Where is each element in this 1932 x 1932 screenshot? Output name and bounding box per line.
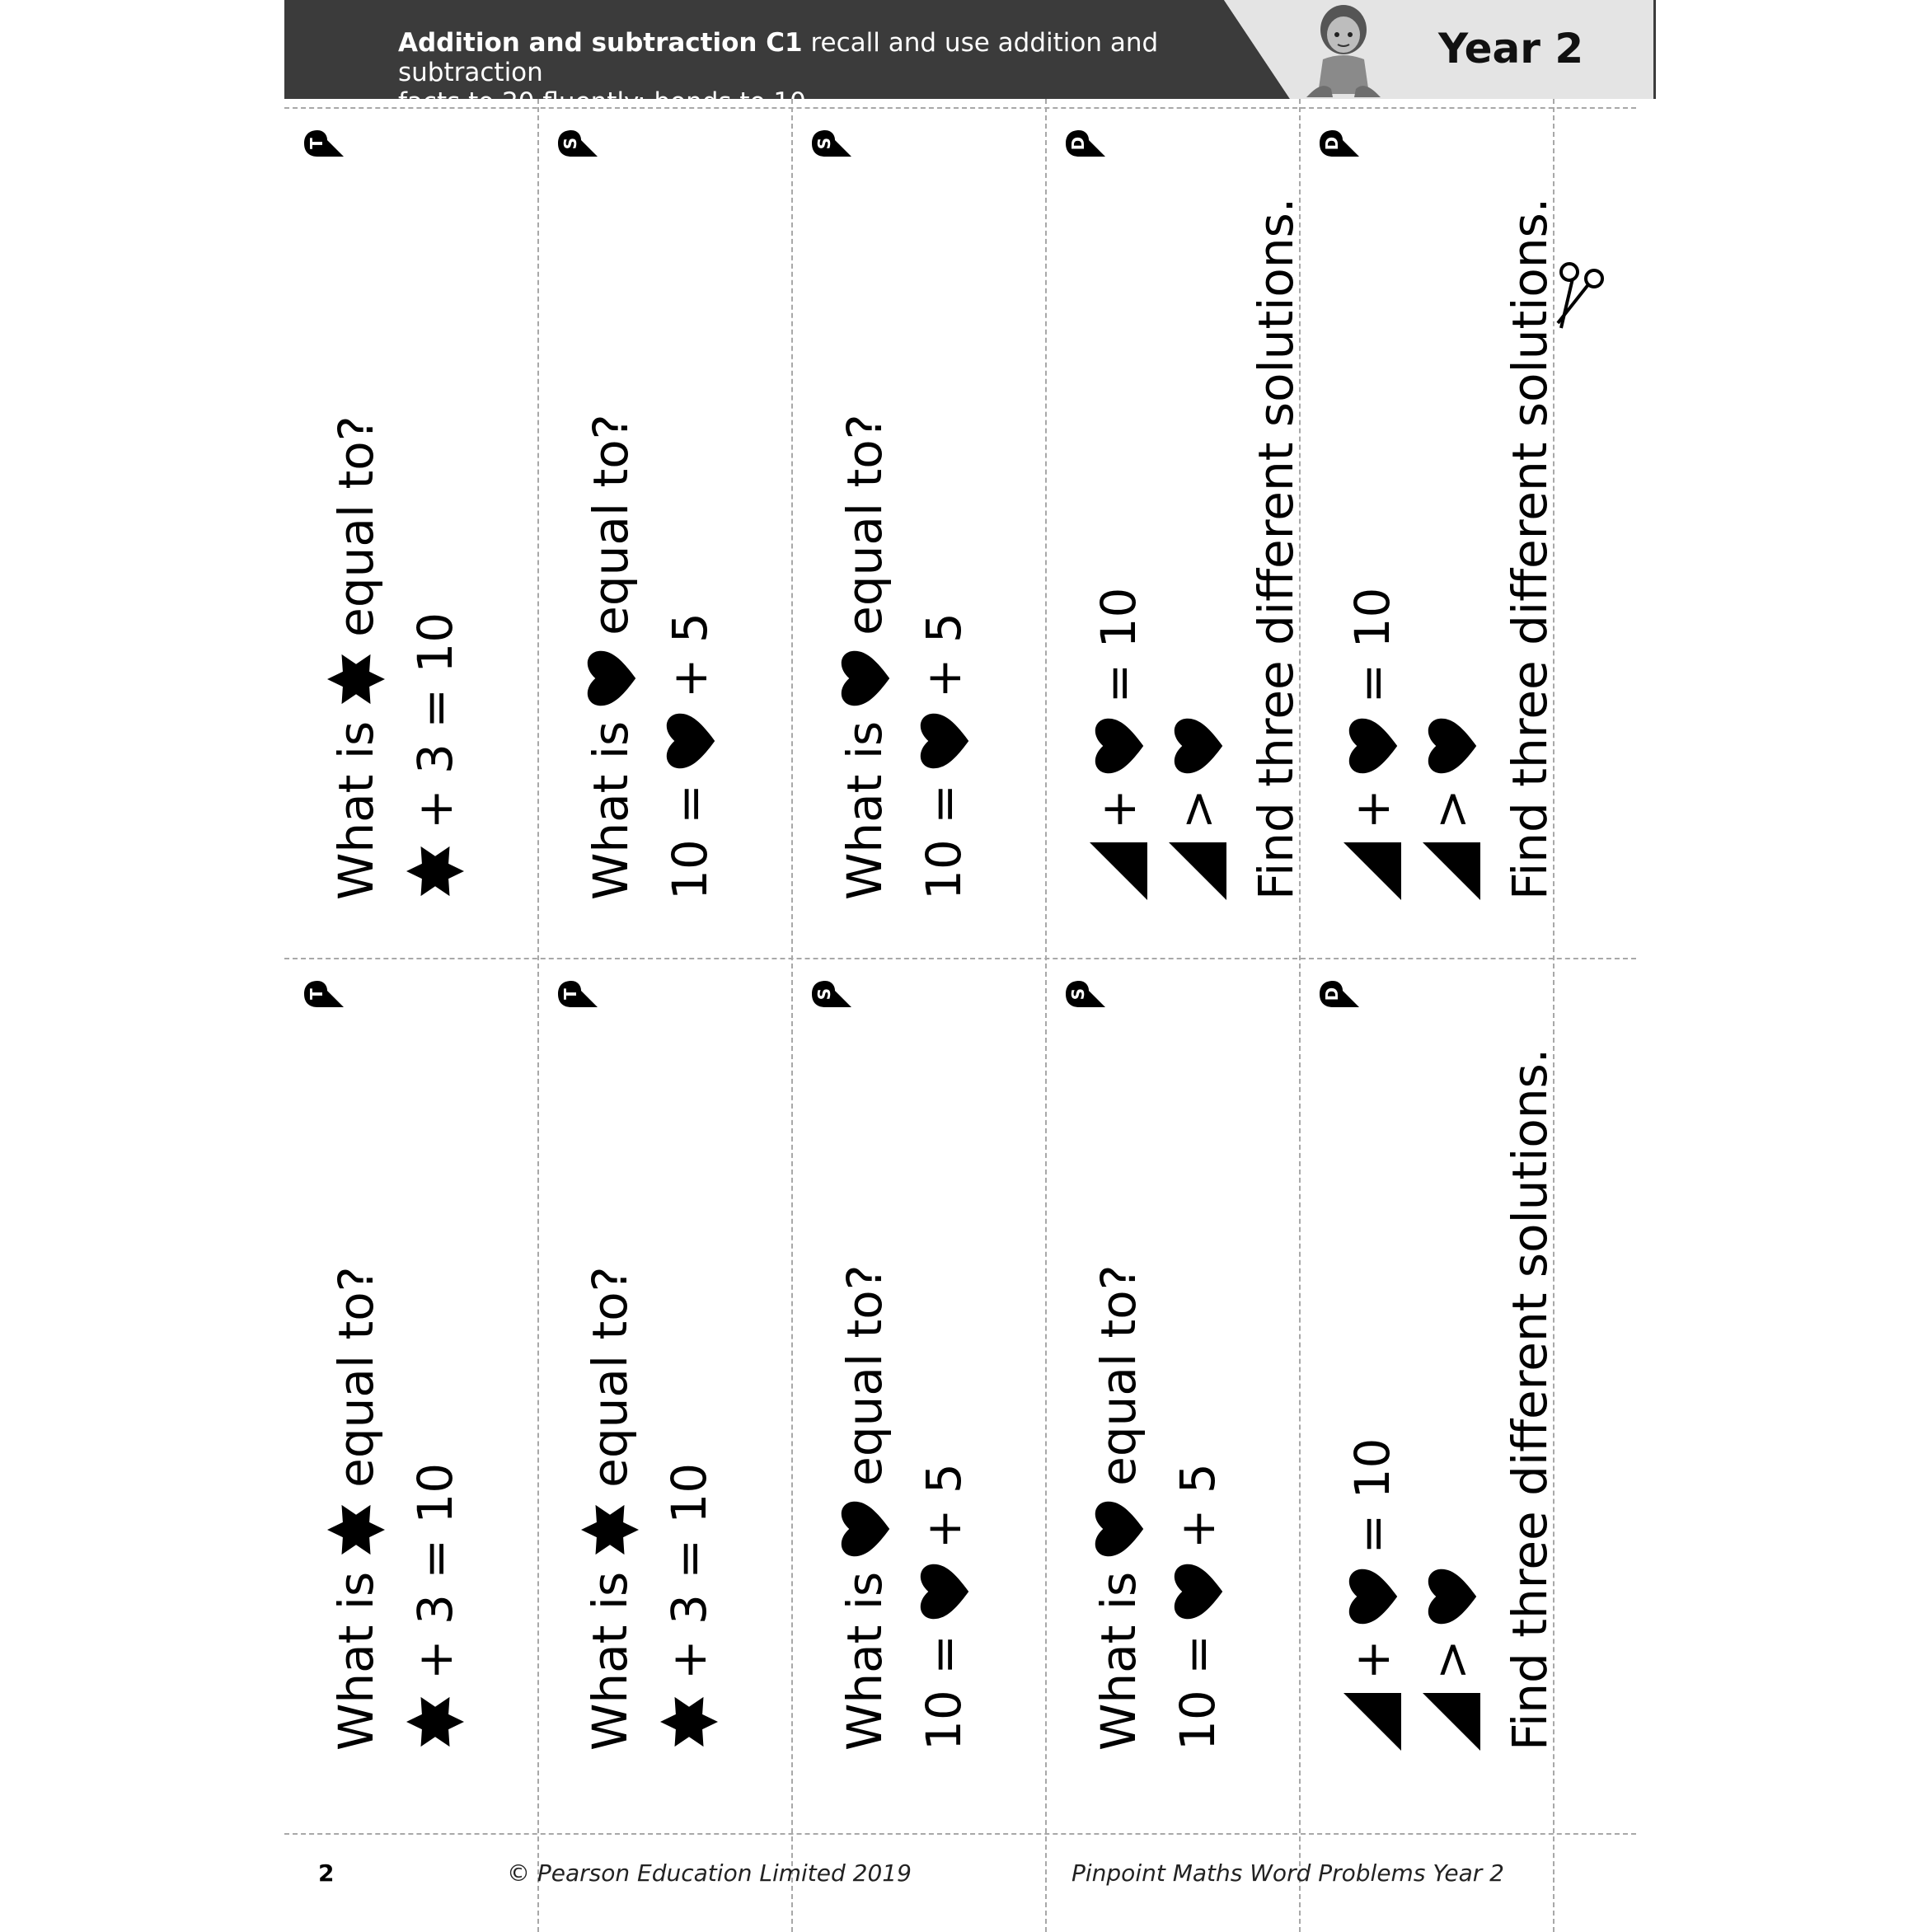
equation-text: + 3 = 10: [407, 612, 463, 829]
instruction-text: Find three different solutions.: [1502, 1048, 1558, 1751]
heart-icon: [581, 649, 640, 708]
equation-line: [660, 1463, 718, 1751]
svg-text:S: S: [1068, 987, 1088, 1001]
year-label: Year 2: [1438, 25, 1584, 73]
question-text: equal to?: [837, 1264, 893, 1486]
heart-icon: [660, 711, 720, 771]
svg-text:S: S: [560, 137, 580, 150]
question-text: What is: [837, 720, 893, 900]
header-objective: [398, 28, 1222, 117]
header-edge: [1653, 0, 1656, 99]
problem-card: [1300, 959, 1558, 1808]
scissors-icon: [1551, 260, 1611, 330]
equation-line: [914, 612, 973, 900]
heart-icon: [1168, 1562, 1227, 1621]
heart-icon: [914, 711, 973, 771]
question-text: equal to?: [582, 1266, 638, 1488]
question-text: What is: [583, 720, 639, 900]
svg-text:T: T: [307, 138, 326, 149]
equation-line: [1168, 1463, 1227, 1751]
book-title: Pinpoint Maths Word Problems Year 2: [1072, 1859, 1504, 1887]
equation-text: + 5: [916, 1463, 972, 1550]
mascot-girl-icon: [1298, 2, 1389, 97]
problem-card: [792, 109, 1046, 958]
problem-card: [1046, 959, 1300, 1808]
equation-text: + 5: [1170, 1463, 1226, 1550]
question-line: [327, 1266, 385, 1751]
instruction-line: [1501, 198, 1559, 900]
equation-text: +: [1344, 1639, 1400, 1680]
equation-text: + 5: [916, 612, 972, 699]
objective-line-1: recall and use addition and subtraction: [398, 28, 1159, 87]
question-line: [835, 1264, 894, 1751]
equation-line: [660, 612, 720, 900]
inequality-line: [1422, 716, 1481, 900]
triangle-icon: [1169, 842, 1226, 900]
six-point-star-icon: [406, 842, 464, 900]
problem-card: [1300, 109, 1558, 958]
problem-card: [1046, 109, 1304, 958]
equation-text: +: [1344, 789, 1400, 829]
strand-title: Addition and subtraction C1: [398, 28, 803, 58]
question-line: [581, 414, 640, 900]
card-content: [1046, 109, 1304, 958]
instruction-text: Find three different solutions.: [1248, 197, 1304, 900]
six-point-star-icon: [581, 1501, 639, 1559]
heart-icon: [835, 649, 894, 708]
card-content: [792, 959, 1046, 1808]
equation-line: [1343, 588, 1402, 900]
instruction-text: Find three different solutions.: [1502, 197, 1558, 900]
card-content: [538, 109, 792, 958]
heart-icon: [1422, 1567, 1481, 1626]
heart-icon: [1422, 716, 1481, 776]
equation-text: = 10: [1090, 587, 1147, 704]
equation-text: +: [1090, 789, 1147, 829]
question-line: [327, 415, 385, 900]
heart-icon: [1089, 1499, 1148, 1559]
card-content: [284, 109, 538, 958]
instruction-line: [1247, 198, 1305, 900]
triangle-icon: [1343, 842, 1401, 900]
inequality-line: [1168, 716, 1227, 900]
heart-icon: [1168, 716, 1227, 776]
svg-text:T: T: [307, 988, 326, 1000]
equation-text: = 10: [1344, 1437, 1400, 1555]
question-text: What is: [328, 720, 384, 900]
equation-text: 10 =: [662, 784, 718, 900]
heart-icon: [1089, 716, 1148, 776]
equation-line: [1089, 588, 1148, 900]
question-text: What is: [1090, 1571, 1147, 1751]
problem-card: [284, 109, 538, 958]
equation-text: 10 =: [916, 1634, 972, 1751]
cut-line-horizontal: [284, 1833, 1636, 1835]
question-line: [1089, 1264, 1148, 1751]
equation-text: = 10: [1344, 587, 1400, 704]
equation-line: [406, 612, 464, 900]
heart-icon: [835, 1499, 894, 1559]
triangle-icon: [1423, 1693, 1480, 1751]
question-text: What is: [328, 1571, 384, 1751]
svg-text:S: S: [814, 137, 834, 150]
equation-text: + 3 = 10: [661, 1462, 717, 1680]
problem-card: [538, 109, 792, 958]
equation-text: + 5: [662, 612, 718, 699]
triangle-icon: [1423, 842, 1480, 900]
equation-line: [1343, 1438, 1402, 1751]
equation-text: 10 =: [916, 784, 972, 900]
card-content: [792, 109, 1046, 958]
triangle-icon: [1090, 842, 1147, 900]
heart-icon: [1343, 716, 1402, 776]
question-line: [835, 414, 894, 900]
page-header: [284, 0, 1656, 117]
equation-text: >: [1170, 789, 1226, 829]
card-content: [538, 959, 792, 1808]
equation-text: >: [1423, 1639, 1479, 1680]
question-line: [581, 1266, 639, 1751]
six-point-star-icon: [327, 650, 385, 708]
heart-icon: [1343, 1567, 1402, 1626]
triangle-icon: [1343, 1693, 1401, 1751]
problem-card: [538, 959, 792, 1808]
question-text: equal to?: [328, 1266, 384, 1488]
card-content: [1300, 109, 1558, 958]
instruction-line: [1501, 1048, 1559, 1751]
inequality-line: [1422, 1567, 1481, 1751]
svg-text:S: S: [814, 987, 834, 1001]
problem-card: [284, 959, 538, 1808]
problem-card: [792, 959, 1046, 1808]
svg-text:D: D: [1322, 987, 1342, 1001]
question-text: equal to?: [837, 414, 893, 635]
card-content: [1300, 959, 1558, 1808]
card-content: [284, 959, 538, 1808]
six-point-star-icon: [660, 1693, 718, 1751]
question-text: equal to?: [583, 414, 639, 635]
svg-text:T: T: [560, 988, 580, 1000]
page-number: 2: [318, 1859, 335, 1887]
question-text: equal to?: [328, 415, 384, 637]
question-text: What is: [582, 1571, 638, 1751]
equation-line: [406, 1463, 464, 1751]
equation-text: + 3 = 10: [407, 1462, 463, 1680]
svg-text:D: D: [1322, 136, 1342, 151]
question-text: What is: [837, 1571, 893, 1751]
equation-text: 10 =: [1170, 1634, 1226, 1751]
six-point-star-icon: [327, 1501, 385, 1559]
svg-text:D: D: [1068, 136, 1088, 151]
objective-line-2: facts to 20 fluently: bonds to 10: [398, 87, 806, 117]
six-point-star-icon: [406, 1693, 464, 1751]
copyright-notice: © Pearson Education Limited 2019: [507, 1859, 912, 1887]
equation-line: [914, 1463, 973, 1751]
card-content: [1046, 959, 1300, 1808]
question-text: equal to?: [1090, 1264, 1147, 1486]
equation-text: >: [1423, 789, 1479, 829]
heart-icon: [914, 1562, 973, 1621]
